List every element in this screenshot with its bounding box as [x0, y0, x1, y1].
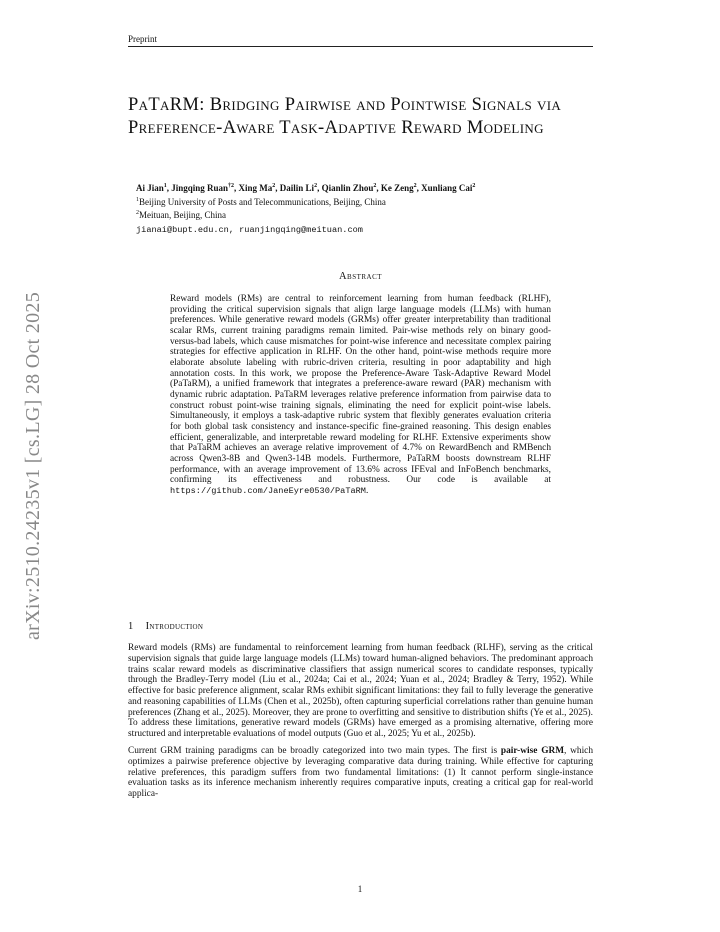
author: Qianlin Zhou$^2$, [321, 183, 381, 193]
author-list [136, 183, 596, 194]
intro-paragraph-1: Reward models (RMs) are fundamental to reinforcement learning from human feedback (RLHF), serving as the critical supervision signals that guide large language models (LLMs) toward human-aligned behaviors. The predominant approach trains scalar reward models as discriminative classifiers that assign numerical scores to candidate responses, typically through the Bradley-Terry model (Liu et al., 2024a; Cai et al., 2024; Yuan et al., 2024; Bradley & Terry, 1952). While effective for basic preference alignment, scalar RMs exhibit significant limitations: they fail to fully leverage the generative and reasoning capabilities of LLMs (Chen et al., 2025b), often capturing superficial correlations rather than genuine human preferences (Zhang et al., 2025). Moreover, they are prone to overfitting and sensitive to distribution shifts (Ye et al., 2025). To address these limitations, generative reward models (GRMs) have emerged as a promising alternative, offering more structured and interpretable evaluations of model outputs (Guo et al., 2025; Yu et al., 2025b). [128, 643, 593, 739]
author: Jingqing Ruan$^{\dagger 2}$, [171, 183, 239, 193]
author: Xunliang Cai$^2$ [421, 183, 476, 193]
author-emails: jianai@bupt.edu.cn, ruanjingqing@meituan.com [136, 225, 363, 235]
paper-title: PaTaRM: Bridging Pairwise and Pointwise Signals via Preference-Aware Task-Adaptive Reward Modeling [128, 95, 562, 138]
author: Dailin Li$^2$, [279, 183, 322, 193]
running-header: Preprint [128, 34, 157, 44]
code-link[interactable]: https://github.com/JaneEyre0530/PaTaRM [170, 485, 366, 496]
page-number: 1 [357, 884, 363, 894]
arxiv-sidebar-stamp: arXiv:2510.24235v1 [cs.LG] 28 Oct 2025 [22, 291, 44, 640]
author: Ai Jian$^1$, [136, 183, 172, 193]
affiliation-2: $^2$Meituan, Beijing, China [136, 210, 226, 220]
header-rule [128, 46, 593, 47]
author: Ke Zeng$^2$, [380, 183, 422, 193]
abstract-heading: Abstract [338, 271, 383, 282]
author: Xing Ma$^2$, [238, 183, 280, 193]
intro-paragraph-2: Current GRM training paradigms can be broadly categorized into two main types. The first is pair-wise GRM, which optimizes a pairwise preference objective by leveraging comparative data during training. While effective for capturing relative preferences, this paradigm suffers from two fundamental limitations: (1) It cannot perform single-instance evaluation tasks as its inference mechanism inherently requires comparative inputs, creating a critical gap for real-world applica- [128, 746, 593, 799]
abstract-body: Reward models (RMs) are central to reinforcement learning from human feedback (RLHF), providing the critical supervision signals that align large language models (LLMs) with human preferences. While generative reward models (GRMs) offer greater interpretability than traditional scalar RMs, current training paradigms remain limited. Pair-wise methods rely on binary good-versus-bad labels, which cause mismatches for point-wise inference and necessitate complex pairing strategies for effective application in RLHF. On the other hand, point-wise methods require more elaborate absolute labeling with rubric-driven criteria, resulting in poor adaptability and high annotation costs. In this work, we propose the Preference-Aware Task-Adaptive Reward Model (PaTaRM), a unified framework that integrates a preference-aware reward (PAR) mechanism with dynamic rubric adaptation. PaTaRM leverages relative preference information from pairwise data to construct robust point-wise training signals, eliminating the need for explicit point-wise labels. Simultaneously, it employs a task-adaptive rubric system that flexibly generates evaluation criteria for both global task consistency and instance-specific fine-grained reasoning. This design enables efficient, generalizable, and interpretable reward modeling for RLHF. Extensive experiments show that PaTaRM achieves an average relative improvement of 4.7% on RewardBench and RMBench across Qwen3-8B and Qwen3-14B models. Furthermore, PaTaRM boosts downstream RLHF performance, with an average improvement of 13.6% across IFEval and InFoBench benchmarks, confirming its effectiveness and robustness. Our code is available at https://github.com/JaneEyre0530/PaTaRM. [170, 294, 551, 496]
section-heading-introduction: 1 Introduction [128, 621, 204, 632]
affiliation-1: $^1$Beijing University of Posts and Telecommunications, Beijing, China [136, 197, 386, 207]
